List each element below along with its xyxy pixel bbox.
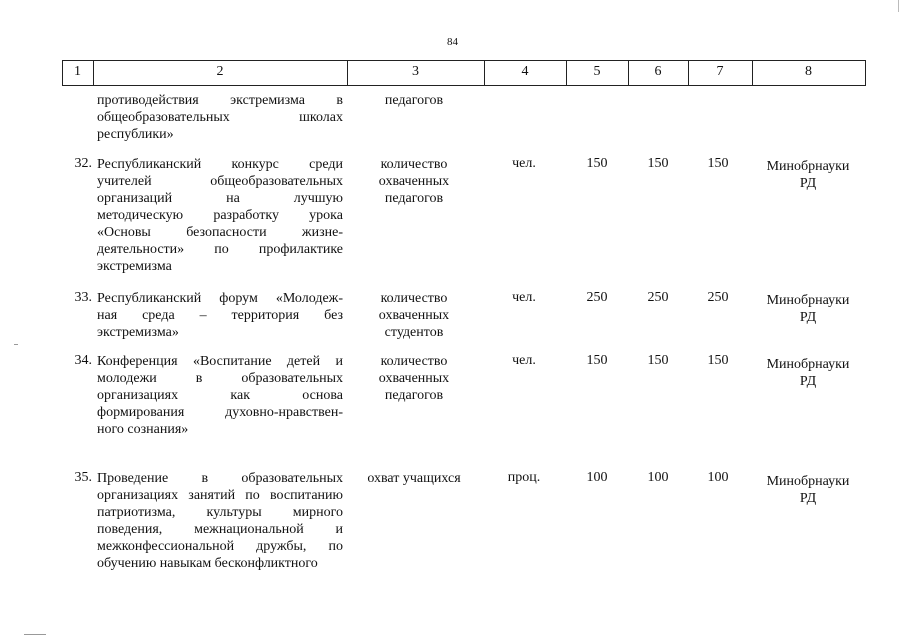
indicator-line: охват учащихся <box>367 471 461 486</box>
measure-name-line: молодежи в образовательных <box>97 371 343 386</box>
measure-name-line: Республиканский форум «Молодеж- <box>97 291 343 306</box>
row-number: 34. <box>74 353 92 368</box>
responsible <box>752 292 864 326</box>
measure-name-line: экстремизма <box>97 259 172 274</box>
responsible-line: РД <box>799 176 817 191</box>
scan-edge <box>898 0 899 12</box>
measure-name-line: организациях как основа <box>97 388 343 403</box>
measure-name-line: организациях занятий по воспитанию <box>97 488 343 503</box>
responsible-line: Минобрнауки <box>766 357 850 372</box>
value-col5: 150 <box>586 353 608 368</box>
column-number: 4 <box>521 64 529 79</box>
measure-name-line: Конференция «Воспитание детей и <box>97 354 343 369</box>
column-number: 6 <box>654 64 662 79</box>
measure-name <box>97 92 343 143</box>
measure-name-line: республики» <box>97 127 174 142</box>
measure-name-line: экстремизма» <box>97 325 179 340</box>
measure-name <box>97 353 343 438</box>
measure-name <box>97 290 343 341</box>
value-col7: 100 <box>707 470 729 485</box>
value-col7: 150 <box>707 353 729 368</box>
responsible-line: Минобрнауки <box>766 293 850 308</box>
measure-name-line: учителей общеобразовательных <box>97 174 343 189</box>
responsible-line: РД <box>799 310 817 325</box>
indicator-line: педагогов <box>384 191 444 206</box>
indicator <box>352 290 476 341</box>
row-number: 35. <box>74 470 92 485</box>
header-top-rule <box>62 60 866 61</box>
measure-name-line: Проведение в образовательных <box>97 471 343 486</box>
measure-name-line: патриотизма, культуры мирного <box>97 505 343 520</box>
indicator-line: педагогов <box>384 93 444 108</box>
row-number: 32. <box>74 156 92 171</box>
responsible-line: РД <box>799 374 817 389</box>
responsible-line: Минобрнауки <box>766 159 850 174</box>
value-col5: 250 <box>586 290 608 305</box>
indicator-line: количество <box>380 157 448 172</box>
column-number: 2 <box>216 64 224 79</box>
indicator-line: студентов <box>384 325 444 340</box>
measure-name-line: деятельности» по профилактике <box>97 242 343 257</box>
measure-name-line: ная среда – территория без <box>97 308 343 323</box>
measure-name-line: организаций на лучшую <box>97 191 343 206</box>
value-col6: 150 <box>647 156 669 171</box>
value-col6: 150 <box>647 353 669 368</box>
page-number: 84 <box>447 36 458 48</box>
indicator-line: количество <box>380 354 448 369</box>
measure-name-line: противодействия экстремизма в <box>97 93 343 108</box>
column-number: 8 <box>805 64 812 79</box>
column-number: 3 <box>412 64 419 79</box>
column-number: 1 <box>74 64 81 79</box>
header-divider <box>865 60 866 85</box>
value-col7: 250 <box>707 290 729 305</box>
header-bottom-rule <box>62 85 866 86</box>
unit: чел. <box>512 353 536 368</box>
responsible-line: Минобрнауки <box>766 474 850 489</box>
scan-speck <box>14 344 18 345</box>
responsible <box>752 158 864 192</box>
measure-name-line: «Основы безопасности жизне- <box>97 225 343 240</box>
indicator <box>352 92 476 109</box>
value-col5: 100 <box>586 470 608 485</box>
indicator-line: охваченных <box>378 174 450 189</box>
indicator-line: охваченных <box>378 371 450 386</box>
responsible-line: РД <box>799 491 817 506</box>
scan-edge <box>24 634 46 635</box>
value-col6: 250 <box>647 290 669 305</box>
row-number: 33. <box>74 290 92 305</box>
indicator-line: количество <box>380 291 448 306</box>
indicator <box>352 156 476 207</box>
unit: чел. <box>512 156 536 171</box>
column-number: 7 <box>716 64 724 79</box>
measure-name-line: ного сознания» <box>97 422 189 437</box>
measure-name <box>97 470 343 572</box>
value-col5: 150 <box>586 156 608 171</box>
measure-name-line: поведения, межнациональной и <box>97 522 343 537</box>
value-col6: 100 <box>647 470 669 485</box>
measure-name-line: общеобразовательных школах <box>97 110 343 125</box>
responsible <box>752 356 864 390</box>
column-number: 5 <box>593 64 601 79</box>
indicator <box>352 353 476 404</box>
indicator <box>352 470 476 487</box>
responsible <box>752 473 864 507</box>
unit: проц. <box>507 470 541 485</box>
measure-name-line: формирования духовно-нравствен- <box>97 405 343 420</box>
measure-name-line: межконфессиональной дружбы, по <box>97 539 343 554</box>
indicator-line: охваченных <box>378 308 450 323</box>
indicator-line: педагогов <box>384 388 444 403</box>
unit: чел. <box>512 290 536 305</box>
measure-name <box>97 156 343 275</box>
value-col7: 150 <box>707 156 729 171</box>
measure-name-line: обучению навыкам бесконфликтного <box>97 556 318 571</box>
measure-name-line: методическую разработку урока <box>97 208 343 223</box>
measure-name-line: Республиканский конкурс среди <box>97 157 343 172</box>
